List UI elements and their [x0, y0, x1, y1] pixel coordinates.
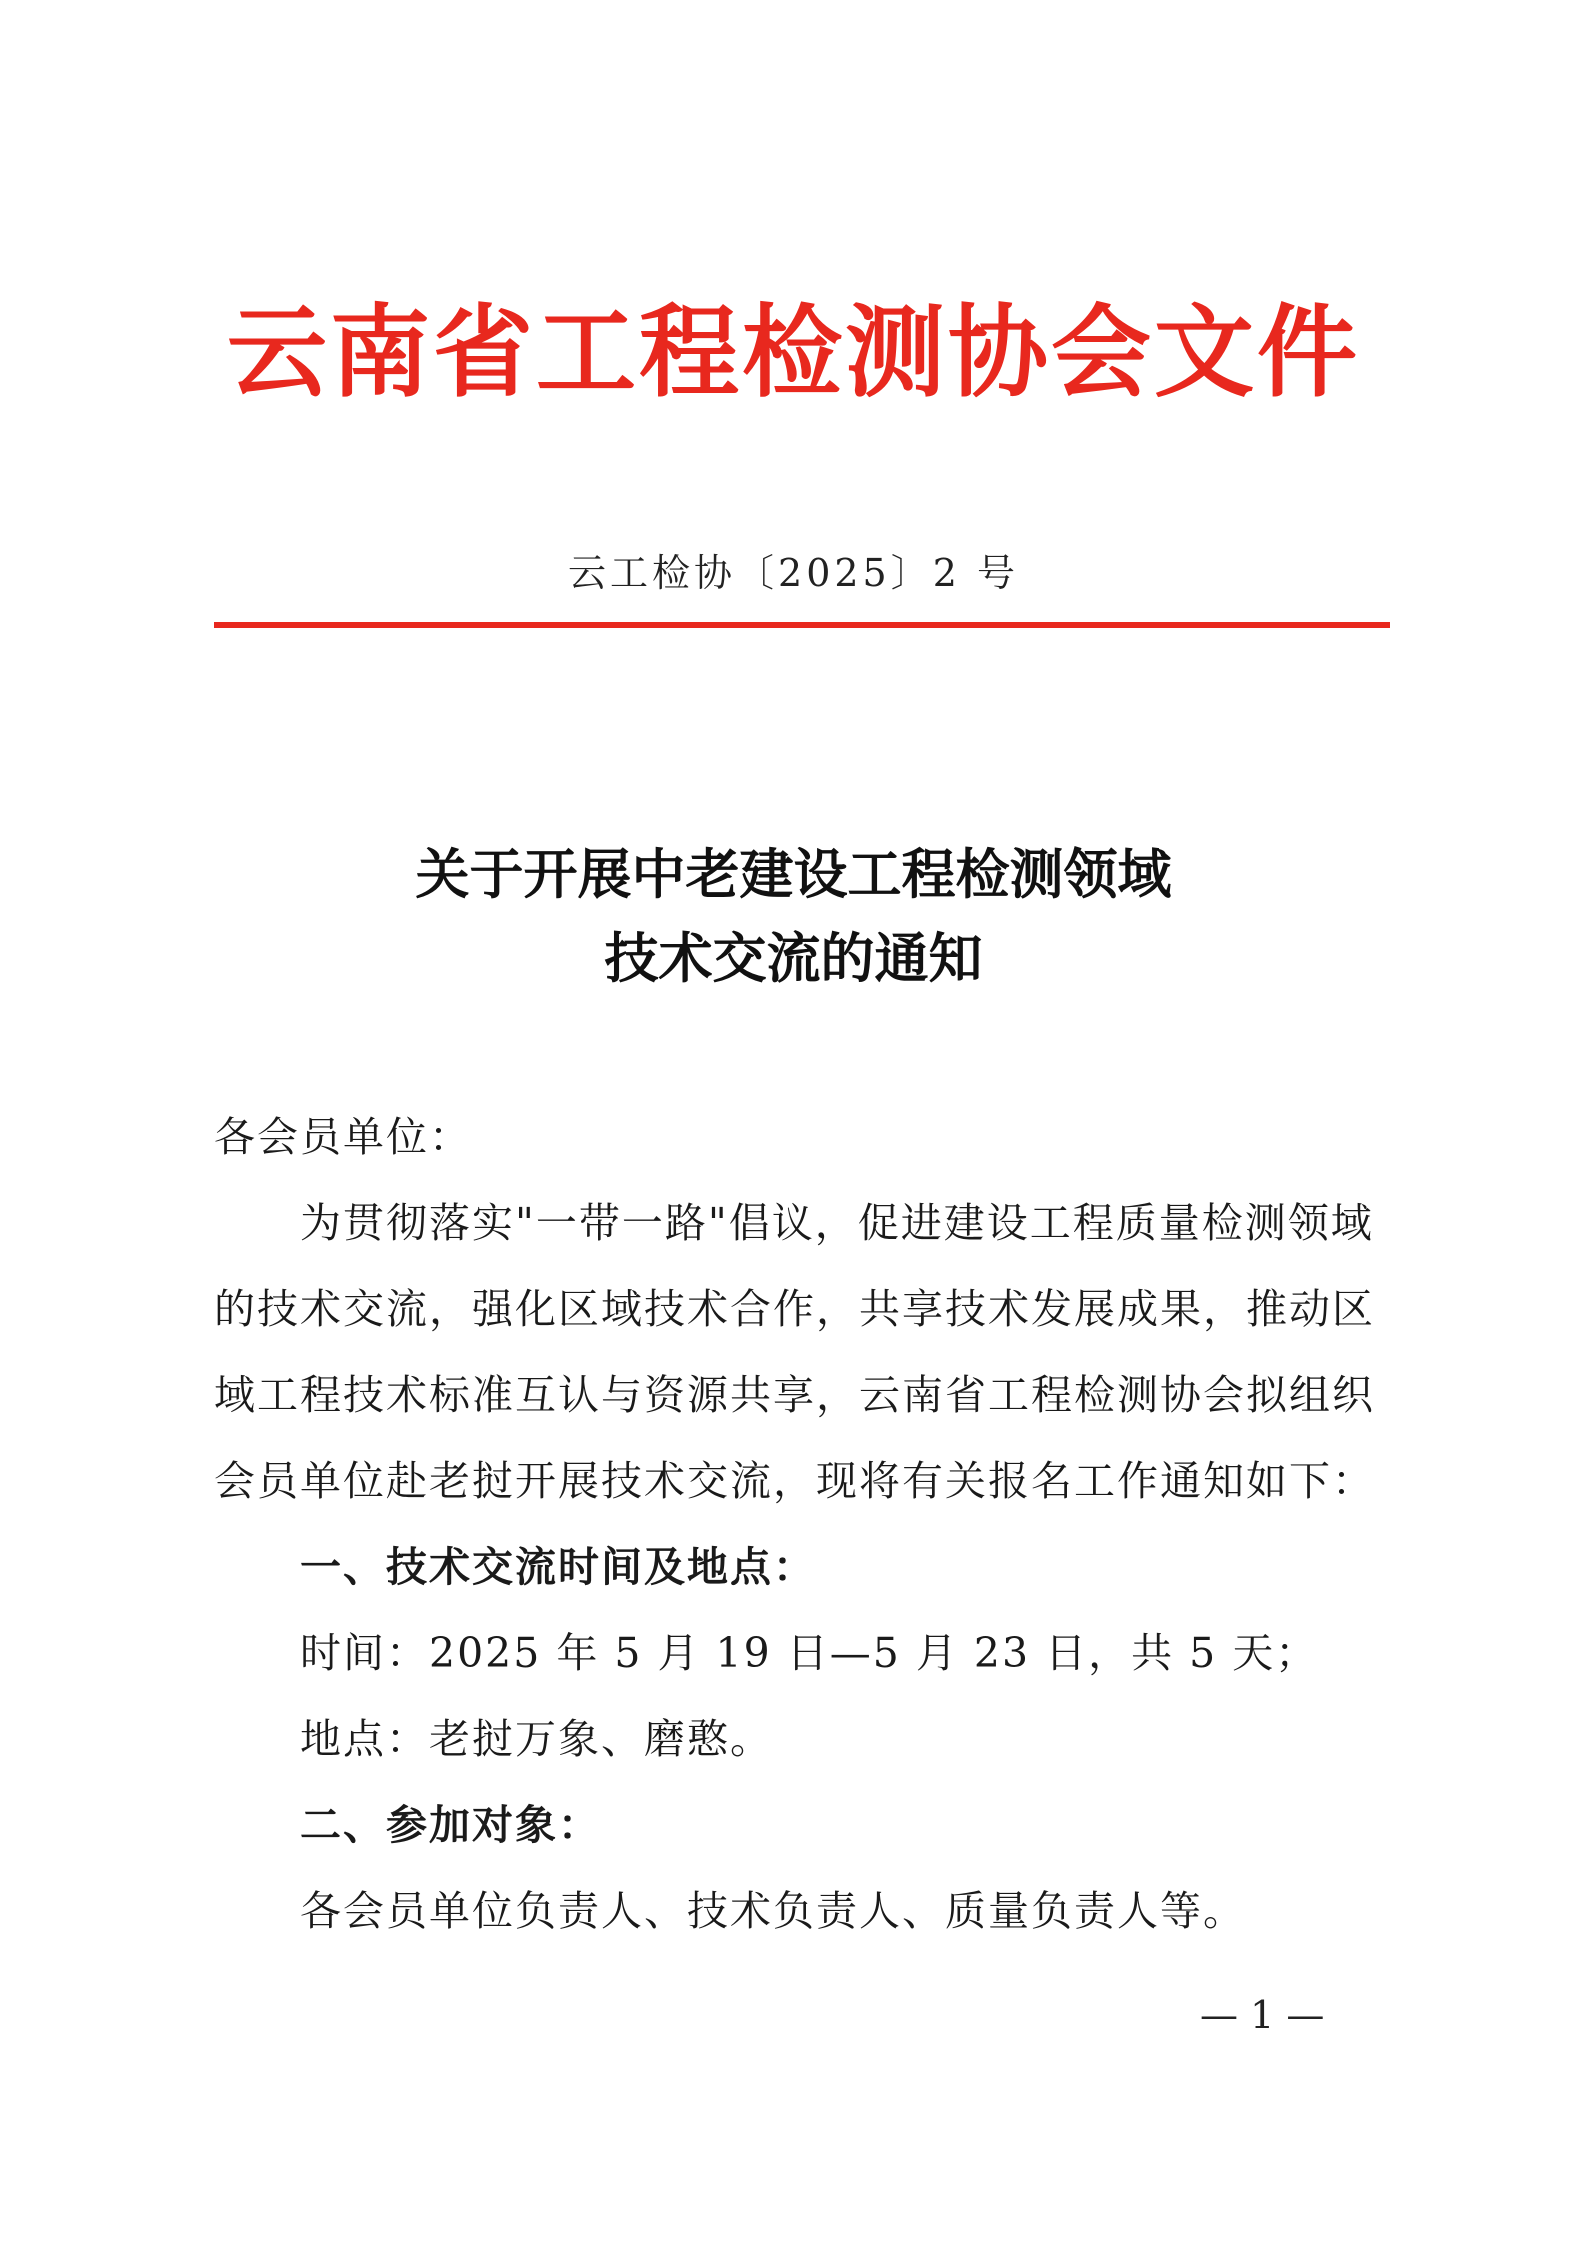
salutation: 各会员单位：	[214, 1113, 472, 1161]
page-number: — 1 —	[1200, 1993, 1325, 2037]
notice-title-line-1: 关于开展中老建设工程检测领域	[415, 842, 1172, 906]
notice-title-line-2: 技术交流的通知	[604, 926, 983, 990]
intro-line-4: 会员单位赴老挝开展技术交流，现将有关报名工作通知如下：	[214, 1457, 1375, 1505]
section-1-time: 时间：2025 年 5 月 19 日—5 月 23 日，共 5 天；	[300, 1629, 1319, 1677]
document-number: 云工检协〔2025〕2 号	[568, 551, 1019, 595]
intro-line-1: 为贯彻落实"一带一路"倡议，促进建设工程质量检测领域	[300, 1199, 1374, 1247]
section-1-heading: 一、技术交流时间及地点：	[300, 1543, 816, 1591]
section-2-content: 各会员单位负责人、技术负责人、质量负责人等。	[300, 1887, 1246, 1935]
masthead-title: 云南省工程检测协会文件	[227, 293, 1360, 411]
intro-line-3: 域工程技术标准互认与资源共享，云南省工程检测协会拟组织	[214, 1371, 1375, 1419]
section-1-place: 地点：老挝万象、磨憨。	[300, 1715, 773, 1763]
red-divider	[214, 622, 1390, 628]
notice-title	[0, 832, 1587, 1000]
section-2-heading: 二、参加对象：	[300, 1801, 601, 1849]
intro-line-2: 的技术交流，强化区域技术合作，共享技术发展成果，推动区	[214, 1285, 1375, 1333]
notice-body	[214, 1094, 1390, 1954]
